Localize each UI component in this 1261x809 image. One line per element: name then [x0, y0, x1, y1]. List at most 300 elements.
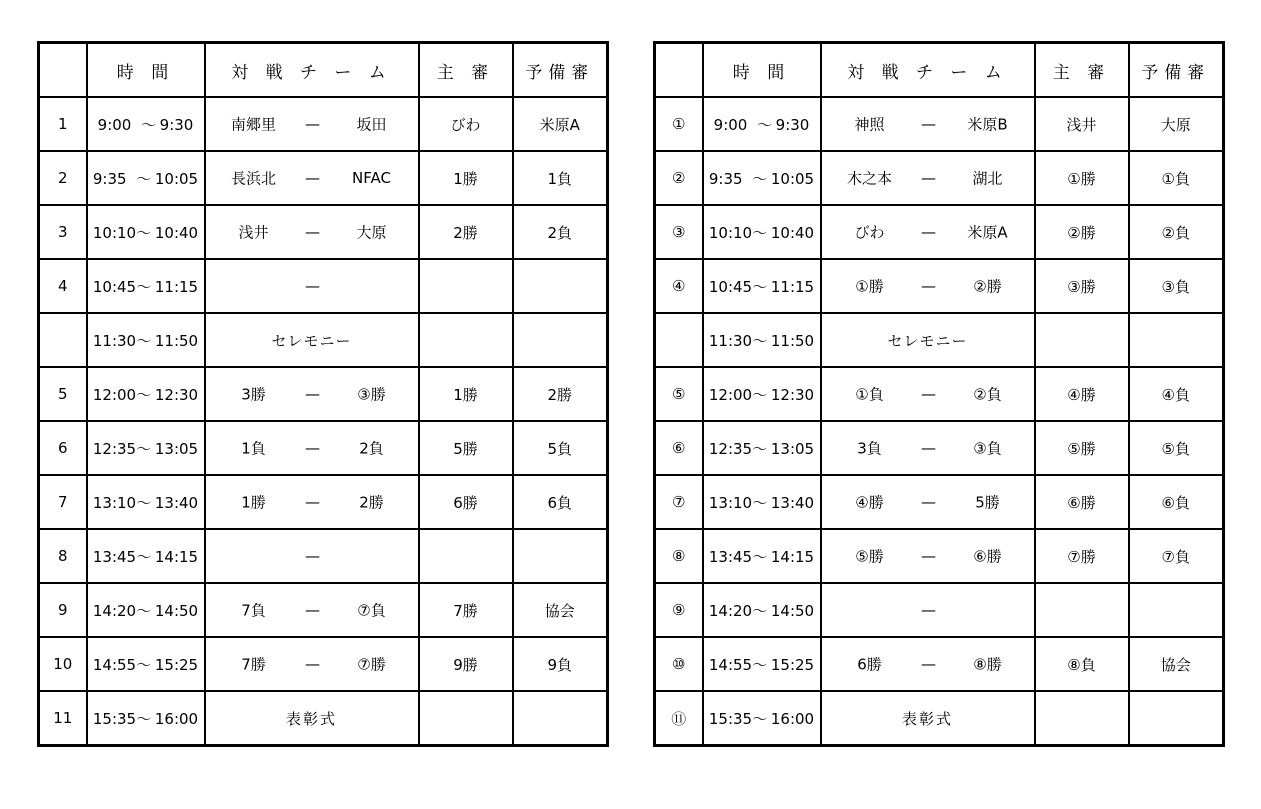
match-number: 9	[39, 583, 87, 637]
versus-dash: —	[921, 115, 936, 133]
match-number: 10	[39, 637, 87, 691]
tilde: 〜	[752, 601, 768, 620]
team-a: 1勝	[241, 493, 266, 512]
start-time: 9:00	[97, 115, 132, 134]
versus-dash: —	[921, 547, 936, 565]
referee: ⑥勝	[1035, 475, 1129, 529]
versus-dash: —	[305, 439, 320, 457]
tilde: 〜	[136, 655, 152, 674]
match-number: 2	[39, 151, 87, 205]
table-row	[39, 151, 608, 205]
end-time: 13:05	[154, 439, 199, 458]
matchup	[205, 97, 419, 151]
versus-dash: —	[305, 655, 320, 673]
matchup	[821, 97, 1035, 151]
start-time: 9:35	[708, 169, 743, 188]
referee	[419, 529, 513, 583]
referee: ①勝	[1035, 151, 1129, 205]
reserve-referee: 5負	[513, 421, 608, 475]
versus-dash: —	[305, 493, 320, 511]
referee: 2勝	[419, 205, 513, 259]
tilde: 〜	[136, 493, 152, 512]
matchup-wrap	[822, 368, 1034, 420]
referee: 7勝	[419, 583, 513, 637]
matchup	[205, 367, 419, 421]
reserve-referee: 米原A	[513, 97, 608, 151]
referee: ⑦勝	[1035, 529, 1129, 583]
table-row	[39, 475, 608, 529]
start-time: 9:00	[713, 115, 748, 134]
time-slot	[703, 97, 821, 151]
reserve-referee: 2負	[513, 205, 608, 259]
header-row	[39, 43, 608, 98]
match-number: 8	[39, 529, 87, 583]
table-row	[655, 421, 1224, 475]
table-row	[655, 475, 1224, 529]
matchup	[821, 529, 1035, 583]
matchup-wrap	[206, 584, 418, 636]
reserve-referee: ③負	[1129, 259, 1224, 313]
header-reserve: 予備審	[513, 43, 608, 98]
time-slot	[87, 475, 205, 529]
start-time: 15:35	[92, 709, 137, 728]
reserve-referee	[513, 529, 608, 583]
start-time: 10:10	[92, 223, 137, 242]
time-slot	[703, 313, 821, 367]
matchup-wrap	[822, 422, 1034, 474]
team-a: 長浜北	[230, 169, 276, 188]
match-number: 3	[39, 205, 87, 259]
table-row	[655, 151, 1224, 205]
team-b: ②勝	[973, 277, 1002, 296]
referee: ④勝	[1035, 367, 1129, 421]
matchup-wrap	[206, 368, 418, 420]
tilde: 〜	[136, 439, 152, 458]
reserve-referee: ④負	[1129, 367, 1224, 421]
versus-dash: —	[921, 223, 936, 241]
team-a: ⑤勝	[855, 547, 884, 566]
reserve-referee: 2勝	[513, 367, 608, 421]
table-row	[39, 583, 608, 637]
team-b: 2勝	[359, 493, 384, 512]
time-slot	[87, 151, 205, 205]
tilde: 〜	[136, 547, 152, 566]
end-time: 15:25	[154, 655, 199, 674]
start-time: 12:35	[92, 439, 137, 458]
time-slot	[87, 205, 205, 259]
team-a: ④勝	[855, 493, 884, 512]
versus-dash: —	[921, 385, 936, 403]
tilde: 〜	[752, 277, 768, 296]
reserve-referee: 6負	[513, 475, 608, 529]
end-time: 14:50	[154, 601, 199, 620]
start-time: 14:20	[92, 601, 137, 620]
event-label: 表彰式	[821, 691, 1035, 746]
reserve-referee	[1129, 583, 1224, 637]
matchup	[205, 637, 419, 691]
team-a: ①勝	[855, 277, 884, 296]
event-label: セレモニー	[205, 313, 419, 367]
time-slot	[703, 583, 821, 637]
versus-dash: —	[921, 493, 936, 511]
matchup	[205, 421, 419, 475]
right-schedule-table	[653, 41, 1225, 747]
versus-dash: —	[305, 169, 320, 187]
match-number: ④	[655, 259, 703, 313]
table-row	[655, 637, 1224, 691]
team-b: 米原A	[967, 223, 1008, 242]
table-row	[39, 205, 608, 259]
table-row	[39, 313, 608, 367]
versus-dash: —	[305, 385, 320, 403]
reserve-referee	[513, 691, 608, 746]
versus-dash: —	[305, 601, 320, 619]
tilde: 〜	[136, 709, 152, 728]
table-row	[655, 259, 1224, 313]
header-time: 時 間	[703, 43, 821, 98]
match-number: ③	[655, 205, 703, 259]
tilde: 〜	[752, 169, 768, 188]
team-a: 南郷里	[230, 115, 276, 134]
versus-dash: —	[305, 223, 320, 241]
reserve-referee: ⑦負	[1129, 529, 1224, 583]
match-number: 11	[39, 691, 87, 746]
referee: 浅井	[1035, 97, 1129, 151]
matchup	[821, 583, 1035, 637]
versus-dash: —	[921, 601, 936, 619]
matchup-wrap	[206, 476, 418, 528]
header-referee: 主 審	[1035, 43, 1129, 98]
tilde: 〜	[752, 547, 768, 566]
end-time: 16:00	[154, 709, 199, 728]
time-slot	[703, 259, 821, 313]
time-slot	[87, 421, 205, 475]
left-schedule-table	[37, 41, 609, 747]
team-b: 米原B	[967, 115, 1008, 134]
end-time: 12:30	[770, 385, 815, 404]
table-row	[39, 367, 608, 421]
referee	[1035, 583, 1129, 637]
reserve-referee: ⑥負	[1129, 475, 1224, 529]
tilde: 〜	[136, 385, 152, 404]
table-row	[655, 367, 1224, 421]
versus-dash: —	[921, 277, 936, 295]
end-time: 9:30	[775, 115, 810, 134]
end-time: 13:40	[770, 493, 815, 512]
matchup-wrap	[822, 530, 1034, 582]
tilde: 〜	[136, 331, 152, 350]
table-row	[39, 637, 608, 691]
team-a: 3勝	[241, 385, 266, 404]
matchup	[205, 151, 419, 205]
time-slot	[87, 691, 205, 746]
start-time: 12:35	[708, 439, 753, 458]
matchup-wrap	[206, 98, 418, 150]
end-time: 14:15	[154, 547, 199, 566]
end-time: 10:05	[770, 169, 815, 188]
end-time: 10:40	[770, 223, 815, 242]
referee: 1勝	[419, 151, 513, 205]
referee: びわ	[419, 97, 513, 151]
matchup	[821, 475, 1035, 529]
start-time: 10:10	[708, 223, 753, 242]
time-slot	[703, 529, 821, 583]
time-slot	[703, 367, 821, 421]
time-slot	[703, 637, 821, 691]
table-row	[655, 97, 1224, 151]
team-b: ③負	[973, 439, 1002, 458]
referee: 6勝	[419, 475, 513, 529]
end-time: 10:40	[154, 223, 199, 242]
end-time: 13:05	[770, 439, 815, 458]
tilde: 〜	[752, 385, 768, 404]
end-time: 16:00	[770, 709, 815, 728]
table-row	[655, 691, 1224, 746]
match-number	[655, 313, 703, 367]
tilde: 〜	[752, 655, 768, 674]
table-row	[655, 583, 1224, 637]
start-time: 13:10	[92, 493, 137, 512]
match-number: ⑪	[655, 691, 703, 746]
start-time: 14:55	[92, 655, 137, 674]
team-a: ①負	[855, 385, 884, 404]
tilde: 〜	[752, 331, 768, 350]
team-b: ⑥勝	[973, 547, 1002, 566]
time-slot	[87, 529, 205, 583]
versus-dash: —	[921, 439, 936, 457]
versus-dash: —	[305, 115, 320, 133]
referee: ⑧負	[1035, 637, 1129, 691]
time-slot	[87, 367, 205, 421]
matchup-wrap	[822, 206, 1034, 258]
match-number: 6	[39, 421, 87, 475]
header-no	[655, 43, 703, 98]
table-row	[39, 259, 608, 313]
matchup	[821, 637, 1035, 691]
time-slot	[703, 421, 821, 475]
match-number: ⑤	[655, 367, 703, 421]
matchup-wrap	[822, 476, 1034, 528]
end-time: 9:30	[159, 115, 194, 134]
end-time: 12:30	[154, 385, 199, 404]
start-time: 13:10	[708, 493, 753, 512]
matchup-wrap	[822, 152, 1034, 204]
team-b: ⑦勝	[357, 655, 386, 674]
match-number: 4	[39, 259, 87, 313]
matchup	[205, 205, 419, 259]
team-b: 2負	[359, 439, 384, 458]
table-row	[655, 313, 1224, 367]
end-time: 11:50	[770, 331, 815, 350]
table-row	[39, 691, 608, 746]
tilde: 〜	[752, 493, 768, 512]
reserve-referee: 9負	[513, 637, 608, 691]
tilde: 〜	[752, 709, 768, 728]
header-reserve: 予備審	[1129, 43, 1224, 98]
reserve-referee: ①負	[1129, 151, 1224, 205]
matchup	[821, 151, 1035, 205]
match-number: 1	[39, 97, 87, 151]
reserve-referee	[513, 259, 608, 313]
matchup-wrap	[206, 152, 418, 204]
referee: 5勝	[419, 421, 513, 475]
header-time: 時 間	[87, 43, 205, 98]
versus-dash: —	[305, 277, 320, 295]
table-row	[655, 529, 1224, 583]
start-time: 12:00	[92, 385, 137, 404]
header-no	[39, 43, 87, 98]
match-number: ②	[655, 151, 703, 205]
team-b: 坂田	[356, 115, 387, 134]
end-time: 11:50	[154, 331, 199, 350]
time-slot	[703, 151, 821, 205]
reserve-referee: ②負	[1129, 205, 1224, 259]
matchup	[205, 259, 419, 313]
tilde: 〜	[136, 169, 152, 188]
team-b: 5勝	[975, 493, 1000, 512]
table-row	[39, 529, 608, 583]
referee	[419, 259, 513, 313]
match-number	[39, 313, 87, 367]
time-slot	[87, 259, 205, 313]
referee: ②勝	[1035, 205, 1129, 259]
team-a: 3負	[857, 439, 882, 458]
tilde: 〜	[141, 115, 157, 134]
start-time: 14:55	[708, 655, 753, 674]
team-a: 1負	[241, 439, 266, 458]
matchup	[205, 583, 419, 637]
end-time: 13:40	[154, 493, 199, 512]
start-time: 10:45	[708, 277, 753, 296]
team-b: NFAC	[352, 169, 391, 187]
referee: ③勝	[1035, 259, 1129, 313]
matchup	[821, 421, 1035, 475]
team-b: ⑦負	[357, 601, 386, 620]
header-match: 対 戦 チ ー ム	[205, 43, 419, 98]
team-a: 7負	[241, 601, 266, 620]
referee	[419, 691, 513, 746]
table-row	[39, 421, 608, 475]
match-number: ①	[655, 97, 703, 151]
team-b: 湖北	[972, 169, 1003, 188]
matchup-wrap	[206, 260, 418, 312]
match-number: ⑩	[655, 637, 703, 691]
matchup-wrap	[822, 260, 1034, 312]
end-time: 11:15	[770, 277, 815, 296]
time-slot	[87, 97, 205, 151]
matchup-wrap	[206, 422, 418, 474]
header-row	[655, 43, 1224, 98]
tilde: 〜	[757, 115, 773, 134]
team-a: 7勝	[241, 655, 266, 674]
team-a: びわ	[854, 223, 885, 242]
time-slot	[87, 313, 205, 367]
referee: 1勝	[419, 367, 513, 421]
referee	[419, 313, 513, 367]
reserve-referee: ⑤負	[1129, 421, 1224, 475]
reserve-referee	[1129, 691, 1224, 746]
team-a: 浅井	[238, 223, 269, 242]
versus-dash: —	[305, 547, 320, 565]
match-number: ⑧	[655, 529, 703, 583]
team-a: 木之本	[846, 169, 892, 188]
team-b: ③勝	[357, 385, 386, 404]
tilde: 〜	[136, 601, 152, 620]
header-referee: 主 審	[419, 43, 513, 98]
reserve-referee	[1129, 313, 1224, 367]
team-b: ⑧勝	[973, 655, 1002, 674]
team-a: 6勝	[857, 655, 882, 674]
header-match: 対 戦 チ ー ム	[821, 43, 1035, 98]
table-row	[655, 205, 1224, 259]
matchup-wrap	[206, 206, 418, 258]
reserve-referee: 1負	[513, 151, 608, 205]
time-slot	[87, 583, 205, 637]
end-time: 14:15	[770, 547, 815, 566]
end-time: 15:25	[770, 655, 815, 674]
start-time: 11:30	[708, 331, 753, 350]
reserve-referee: 協会	[1129, 637, 1224, 691]
versus-dash: —	[921, 169, 936, 187]
start-time: 10:45	[92, 277, 137, 296]
event-label: 表彰式	[205, 691, 419, 746]
event-label: セレモニー	[821, 313, 1035, 367]
versus-dash: —	[921, 655, 936, 673]
matchup	[821, 367, 1035, 421]
team-a: 神照	[854, 115, 885, 134]
matchup	[205, 475, 419, 529]
matchup-wrap	[822, 584, 1034, 636]
tilde: 〜	[136, 223, 152, 242]
start-time: 9:35	[92, 169, 127, 188]
matchup-wrap	[206, 638, 418, 690]
match-number: ⑨	[655, 583, 703, 637]
matchup-wrap	[206, 530, 418, 582]
end-time: 10:05	[154, 169, 199, 188]
referee: 9勝	[419, 637, 513, 691]
time-slot	[703, 475, 821, 529]
referee	[1035, 691, 1129, 746]
time-slot	[703, 691, 821, 746]
match-number: 7	[39, 475, 87, 529]
time-slot	[703, 205, 821, 259]
reserve-referee	[513, 313, 608, 367]
tilde: 〜	[752, 439, 768, 458]
matchup	[205, 529, 419, 583]
match-number: ⑥	[655, 421, 703, 475]
team-b: 大原	[356, 223, 387, 242]
tilde: 〜	[136, 277, 152, 296]
matchup-wrap	[822, 98, 1034, 150]
match-number: ⑦	[655, 475, 703, 529]
matchup	[821, 259, 1035, 313]
reserve-referee: 協会	[513, 583, 608, 637]
match-number: 5	[39, 367, 87, 421]
end-time: 11:15	[154, 277, 199, 296]
start-time: 14:20	[708, 601, 753, 620]
start-time: 12:00	[708, 385, 753, 404]
start-time: 15:35	[708, 709, 753, 728]
referee	[1035, 313, 1129, 367]
referee: ⑤勝	[1035, 421, 1129, 475]
matchup-wrap	[822, 638, 1034, 690]
team-b: ②負	[973, 385, 1002, 404]
reserve-referee: 大原	[1129, 97, 1224, 151]
table-row	[39, 97, 608, 151]
end-time: 14:50	[770, 601, 815, 620]
time-slot	[87, 637, 205, 691]
start-time: 13:45	[92, 547, 137, 566]
